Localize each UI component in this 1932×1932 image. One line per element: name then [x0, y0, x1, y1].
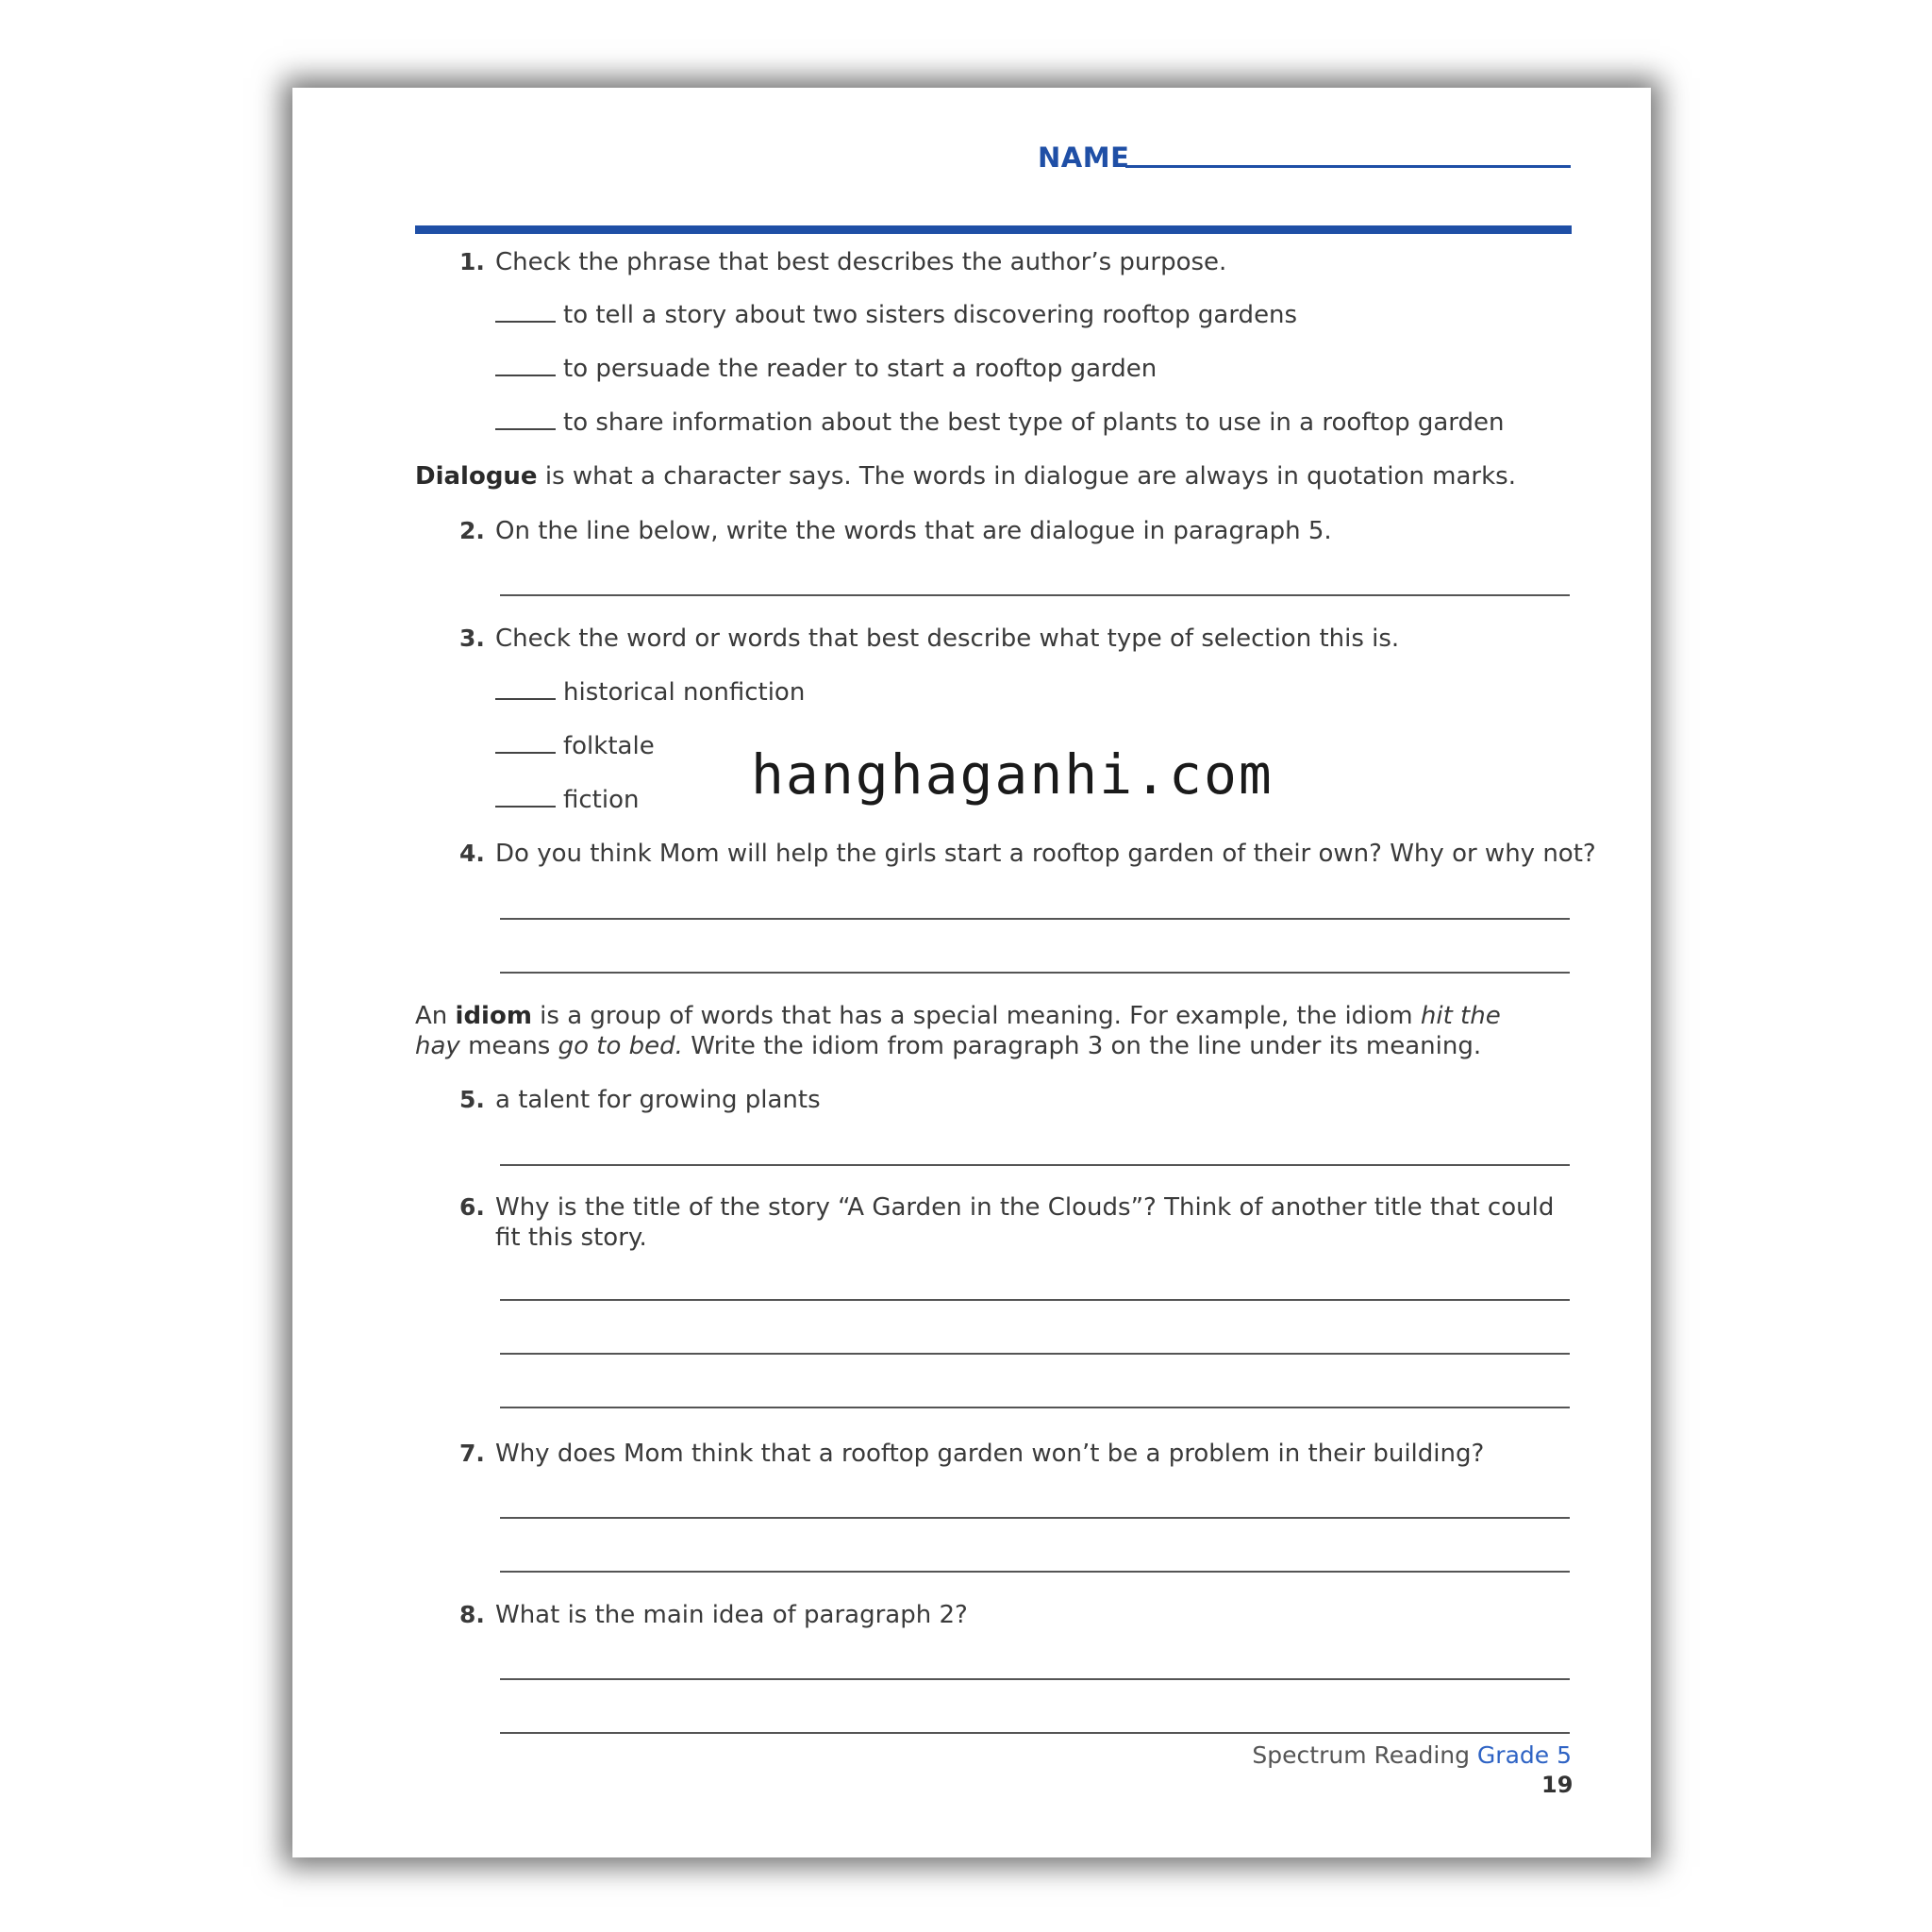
question-5-text: a talent for growing plants	[495, 1086, 821, 1114]
question-8-number: 8.	[459, 1601, 485, 1628]
answer-line[interactable]	[500, 1678, 1570, 1680]
check-blank[interactable]	[495, 375, 556, 376]
answer-line[interactable]	[500, 1732, 1570, 1734]
check-blank[interactable]	[495, 698, 556, 700]
question-6-text: Why is the title of the story “A Garden in the Clouds”? Think of another title that could fit this story.	[495, 1193, 1555, 1252]
answer-line[interactable]	[500, 1571, 1570, 1573]
answer-line[interactable]	[500, 972, 1570, 974]
question-8-text: What is the main idea of paragraph 2?	[495, 1601, 968, 1629]
answer-line[interactable]	[500, 1407, 1570, 1408]
question-1-number: 1.	[459, 248, 485, 275]
q3-option-1[interactable]: historical nonfiction	[495, 677, 805, 708]
answer-line[interactable]	[500, 1517, 1570, 1519]
question-5-number: 5.	[459, 1086, 485, 1113]
dialogue-definition: Dialogue is what a character says. The words in dialogue are always in quotation marks.	[415, 462, 1516, 491]
check-blank[interactable]	[495, 752, 556, 754]
page-number: 19	[1541, 1772, 1574, 1798]
question-3-text: Check the word or words that best describe what type of selection this is.	[495, 625, 1400, 653]
question-4-text: Do you think Mom will help the girls start a rooftop garden of their own? Why or why not?	[495, 840, 1596, 868]
answer-line[interactable]	[500, 1164, 1570, 1166]
answer-line[interactable]	[500, 1299, 1570, 1301]
question-1-text: Check the phrase that best describes the author’s purpose.	[495, 248, 1227, 276]
q3-option-2[interactable]: folktale	[495, 731, 655, 761]
name-input-line[interactable]	[1125, 165, 1571, 168]
idiom-definition: An idiom is a group of words that has a special meaning. For example, the idiom hit the hay means go to bed. Write the idiom from paragraph 3 on the line under its meaning.	[415, 1002, 1501, 1060]
question-7-text: Why does Mom think that a rooftop garden won’t be a problem in their building?	[495, 1440, 1485, 1468]
name-label: NAME	[1038, 142, 1130, 174]
q1-option-3[interactable]: to share information about the best type of plants to use in a rooftop garden	[495, 408, 1505, 438]
check-blank[interactable]	[495, 806, 556, 808]
q1-option-1[interactable]: to tell a story about two sisters discovering rooftop gardens	[495, 300, 1297, 330]
q1-option-2[interactable]: to persuade the reader to start a rooftop garden	[495, 354, 1157, 384]
watermark: hanghaganhi.com	[751, 742, 1274, 807]
question-7-number: 7.	[459, 1440, 485, 1467]
question-2-number: 2.	[459, 517, 485, 544]
question-2-text: On the line below, write the words that are dialogue in paragraph 5.	[495, 517, 1332, 545]
answer-line[interactable]	[500, 1353, 1570, 1355]
question-4-number: 4.	[459, 840, 485, 867]
q3-option-3[interactable]: fiction	[495, 785, 639, 815]
question-6-number: 6.	[459, 1193, 485, 1221]
check-blank[interactable]	[495, 321, 556, 323]
header-rule	[415, 225, 1572, 234]
footer-series: Spectrum Reading Grade 5	[1252, 1741, 1572, 1769]
check-blank[interactable]	[495, 428, 556, 430]
answer-line[interactable]	[500, 594, 1570, 596]
question-3-number: 3.	[459, 625, 485, 652]
answer-line[interactable]	[500, 918, 1570, 920]
